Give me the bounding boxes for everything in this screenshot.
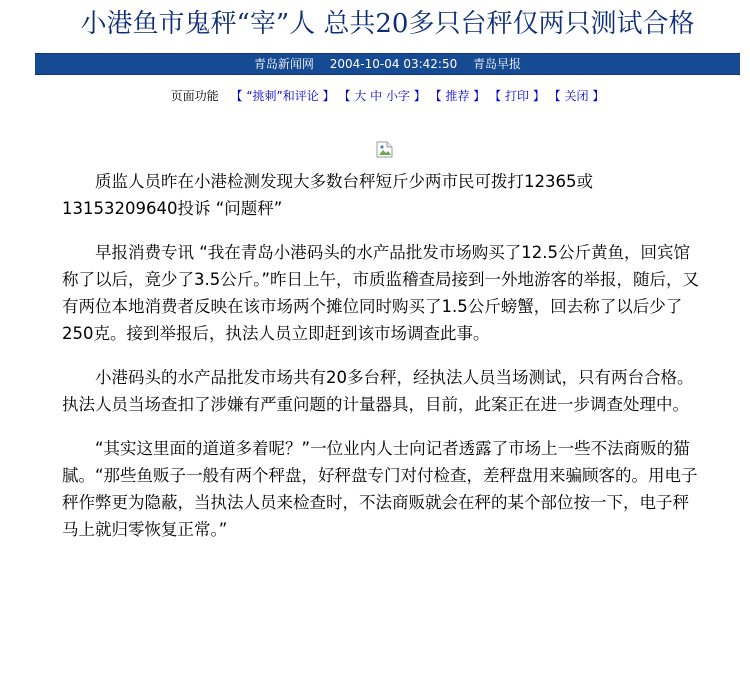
article-title: 小港鱼市鬼秤“宰”人 总共20多只台秤仅两只测试合格 <box>80 9 695 39</box>
article-paragraph: 早报消费专讯 “我在青岛小港码头的水产品批发市场购买了12.5公斤黄鱼，回宾馆称了以后，竟少了3.5公斤。”昨日上午，市质监稽查局接到一外地游客的举报，随后，又有两位本地消费者反映在该市场两个摊位同时购买了1.5公斤螃蟹，回去称了以后少了250克。接到举报后，执法人员立即赶到该市场调查此事。 <box>62 243 700 343</box>
article-meta-bar <box>35 53 740 75</box>
source-paper: 青岛早报 <box>473 57 522 71</box>
comment-link[interactable]: “挑刺”和评论 <box>246 89 319 103</box>
article-body <box>62 168 702 560</box>
article-paragraph: 小港码头的水产品批发市场共有20多台秤，经执法人员当场测试，只有两台合格。执法人员当场查扣了涉嫌有严重问题的计量器具，目前，此案正在进一步调查处理中。 <box>62 368 694 414</box>
article-subhead: 质监人员昨在小港检测发现大多数台秤短斤少两市民可拨打12365或13153209640投诉 “问题秤” <box>62 172 593 218</box>
recommend-link[interactable]: 推荐 <box>445 89 470 103</box>
page-functions-label: 页面功能 <box>170 89 219 103</box>
page-functions-bar: 页面功能 【 “挑刺”和评论 】 【 大 中 小字 】 【 推荐 】 【 打印 】 【 关闭 】 <box>170 89 605 103</box>
publish-datetime: 2004-10-04 03:42:50 <box>329 57 458 71</box>
broken-image-icon <box>376 141 393 158</box>
close-link[interactable]: 关闭 <box>564 89 589 103</box>
print-link[interactable]: 打印 <box>504 89 529 103</box>
article-page <box>35 0 740 679</box>
font-size-links[interactable]: 大 中 小字 <box>354 89 410 103</box>
article-paragraph: “其实这里面的道道多着呢？”一位业内人士向记者透露了市场上一些不法商贩的猫腻。“那些鱼贩子一般有两个秤盘，好秤盘专门对付检查，差秤盘用来骗顾客的。用电子秤作弊更为隐蔽，当执法人员来检查时，不法商贩就会在秤的某个部位按一下，电子秤马上就归零恢复正常。” <box>62 439 698 539</box>
source-site: 青岛新闻网 <box>253 57 314 71</box>
